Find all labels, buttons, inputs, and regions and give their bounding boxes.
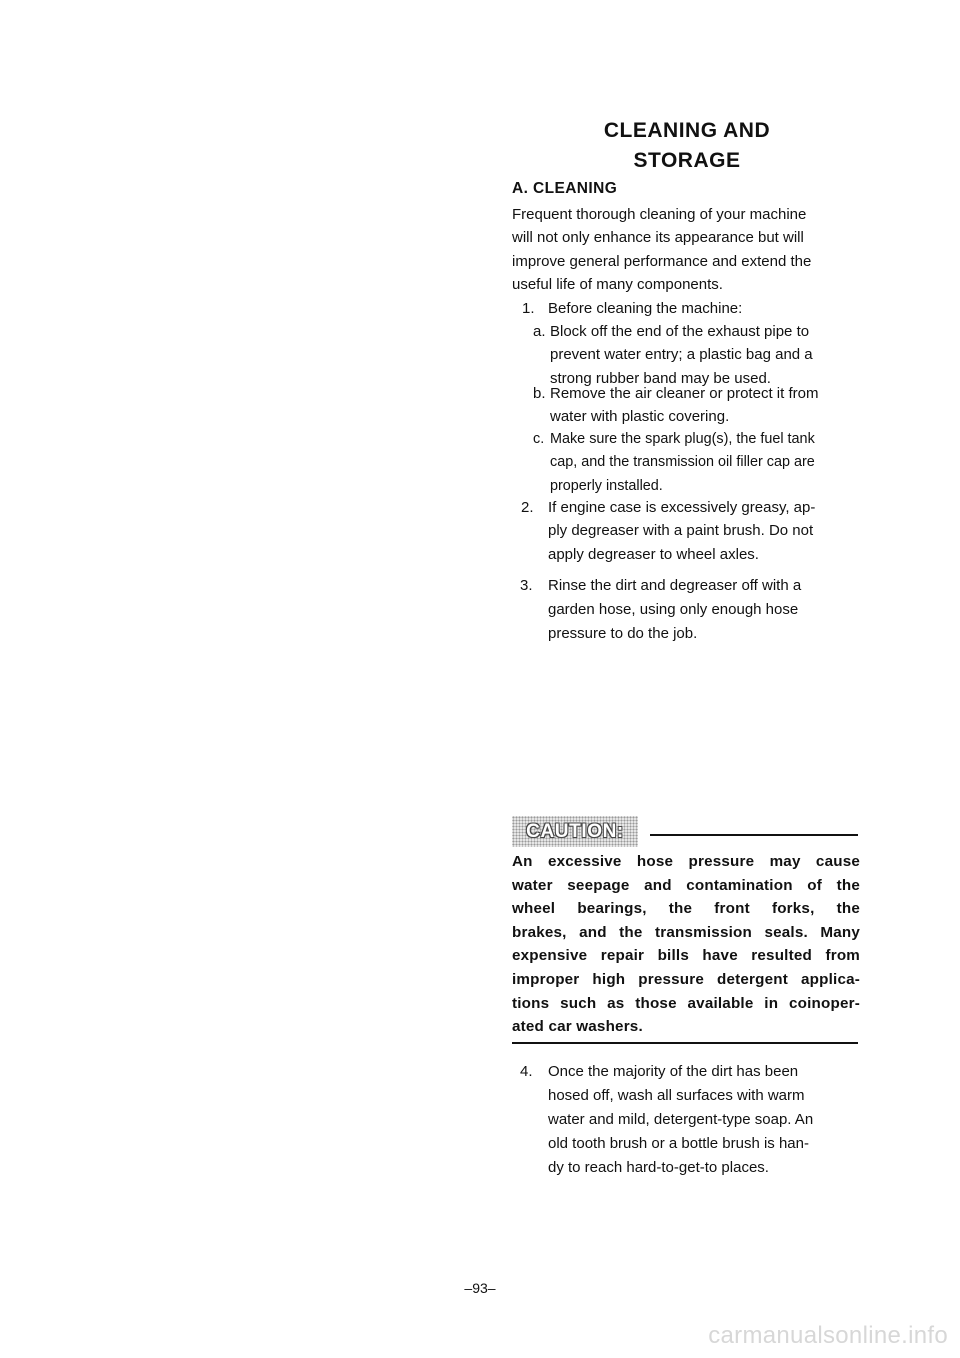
caution-line: An excessive hose pressure may cause bbox=[512, 853, 860, 870]
substep-line: Make sure the spark plug(s), the fuel tank bbox=[550, 431, 815, 447]
intro-line: will not only enhance its appearance but will bbox=[512, 229, 804, 247]
watermark: carmanualsonline.info bbox=[708, 1322, 948, 1349]
step-line: Once the majority of the dirt has been bbox=[548, 1063, 799, 1080]
substep-letter: c. bbox=[533, 431, 545, 447]
step-number: 2. bbox=[521, 499, 534, 516]
caution-line: expensive repair bills have resulted from bbox=[512, 947, 860, 965]
page-title-line-1: CLEANING AND bbox=[603, 119, 771, 142]
step-number: 3. bbox=[520, 577, 533, 594]
step-2 bbox=[521, 496, 815, 566]
step-line: water and mild, detergent-type soap. An bbox=[548, 1111, 814, 1128]
caution-line: ated car washers. bbox=[512, 1018, 643, 1036]
substep-line: water with plastic covering. bbox=[550, 408, 730, 426]
substep-line: properly installed. bbox=[550, 477, 663, 494]
caution-label: CAUTION: bbox=[526, 821, 624, 842]
caution-top-rule bbox=[650, 834, 858, 836]
step-line: pressure to do the job. bbox=[548, 625, 698, 642]
step-line: dy to reach hard-to-get-to places. bbox=[548, 1159, 769, 1176]
caution-line: improper high pressure detergent applica- bbox=[512, 970, 860, 988]
step-4 bbox=[520, 1060, 813, 1180]
intro-line: Frequent thorough cleaning of your machine bbox=[512, 206, 807, 223]
caution-line: tions such as those available in coinoper- bbox=[512, 994, 860, 1012]
step-line: If engine case is excessively greasy, ap- bbox=[548, 499, 816, 516]
step-line: hosed off, wash all surfaces with warm bbox=[548, 1087, 805, 1104]
intro-paragraph bbox=[512, 203, 862, 297]
substep-line: Remove the air cleaner or protect it from bbox=[550, 385, 819, 402]
substep-letter: b. bbox=[533, 385, 546, 402]
substep-line: Block off the end of the exhaust pipe to bbox=[550, 323, 810, 340]
substep-b bbox=[533, 382, 818, 429]
caution-text bbox=[512, 850, 860, 1039]
substep-a bbox=[533, 320, 813, 390]
step-text: Before cleaning the machine: bbox=[548, 300, 743, 317]
page-title bbox=[512, 116, 862, 176]
caution-bottom-rule bbox=[512, 1042, 858, 1044]
substep-line: cap, and the transmission oil filler cap are bbox=[550, 454, 815, 471]
step-line: Rinse the dirt and degreaser off with a bbox=[548, 577, 802, 594]
page-number: –93– bbox=[464, 1280, 496, 1296]
substep-line: prevent water entry; a plastic bag and a bbox=[550, 346, 813, 364]
step-line: garden hose, using only enough hose bbox=[548, 601, 799, 618]
caution-line: brakes, and the transmission seals. Many bbox=[512, 923, 860, 941]
substep-line: strong rubber band may be used. bbox=[550, 369, 771, 387]
page-title-line-2: STORAGE bbox=[633, 149, 741, 172]
step-number: 1. bbox=[522, 300, 535, 317]
caution-line: wheel bearings, the front forks, the bbox=[512, 900, 860, 918]
step-3 bbox=[520, 574, 801, 646]
substep-c bbox=[533, 428, 815, 498]
step-line: old tooth brush or a bottle brush is han- bbox=[548, 1135, 809, 1152]
step-line: apply degreaser to wheel axles. bbox=[548, 545, 759, 563]
intro-line: improve general performance and extend the bbox=[512, 252, 812, 270]
step-1 bbox=[522, 297, 742, 320]
step-number: 4. bbox=[520, 1063, 533, 1080]
substep-letter: a. bbox=[533, 323, 546, 340]
caution-line: water seepage and contamination of the bbox=[512, 876, 860, 894]
intro-line: useful life of many components. bbox=[512, 276, 723, 294]
step-line: ply degreaser with a paint brush. Do not bbox=[548, 522, 814, 540]
section-heading: A. CLEANING bbox=[512, 180, 618, 197]
